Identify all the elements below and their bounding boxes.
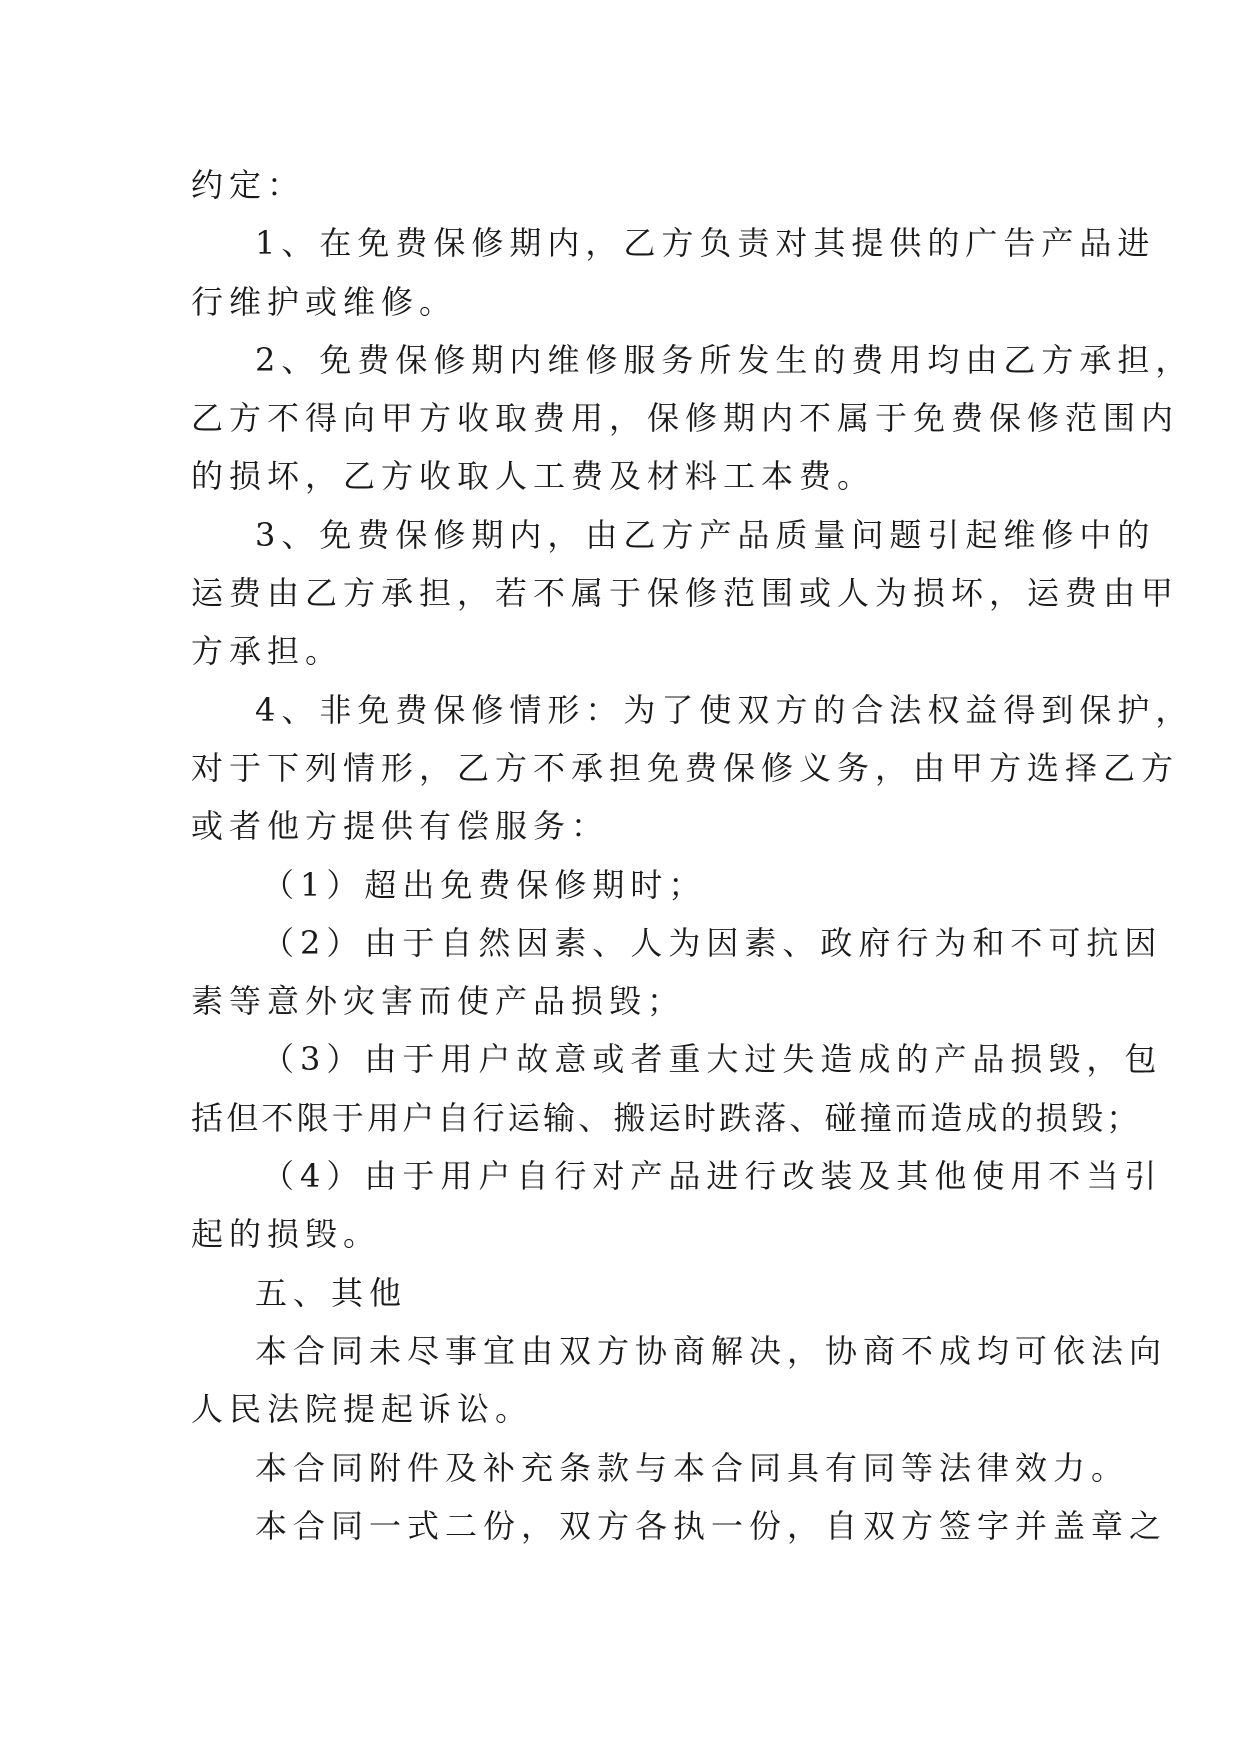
paragraph-line: 行维护或维修。 — [191, 282, 458, 321]
list-item-line: 括但不限于用户自行运输、搬运时跌落、碰撞而造成的损毁； — [191, 1098, 1142, 1137]
paragraph-line: 本合同未尽事宜由双方协商解决，协商不成均可依法向 — [255, 1331, 1168, 1370]
list-item-line: 起的损毁。 — [191, 1215, 382, 1254]
paragraph-line: 乙方不得向甲方收取费用，保修期内不属于免费保修范围内 — [191, 399, 1180, 438]
paragraph-line: 或者他方提供有偿服务： — [191, 807, 610, 846]
section-heading: 五、其他 — [255, 1273, 408, 1312]
paragraph-line: 人民法院提起诉讼。 — [191, 1390, 534, 1429]
paragraph-line: 1、在免费保修期内，乙方负责对其提供的广告产品进 — [255, 224, 1156, 263]
list-item-line: （3）由于用户故意或者重大过失造成的产品损毁，包 — [262, 1040, 1163, 1079]
paragraph-line: 约定： — [191, 166, 306, 204]
paragraph-line: 运费由乙方承担，若不属于保修范围或人为损坏，运费由甲 — [191, 574, 1180, 613]
paragraph-line: 本合同一式二份，双方各执一份，自双方签字并盖章之 — [255, 1506, 1168, 1545]
list-item-line: （2）由于自然因素、人为因素、政府行为和不可抗因 — [262, 923, 1163, 962]
paragraph-line: 3、免费保修期内，由乙方产品质量问题引起维修中的 — [255, 515, 1156, 554]
list-item-line: （4）由于用户自行对产品进行改装及其他使用不当引 — [262, 1157, 1163, 1196]
document-body — [191, 156, 1194, 1555]
paragraph-line: 方承担。 — [191, 632, 344, 671]
list-item-line: 素等意外灾害而使产品损毁； — [191, 982, 686, 1021]
paragraph-line: 4、非免费保修情形：为了使双方的合法权益得到保护， — [255, 690, 1194, 729]
paragraph-line: 本合同附件及补充条款与本合同具有同等法律效力。 — [255, 1448, 1130, 1487]
list-item-line: （1）超出免费保修期时； — [262, 865, 707, 904]
paragraph-line: 的损坏，乙方收取人工费及材料工本费。 — [191, 457, 876, 496]
paragraph-line: 2、免费保修期内维修服务所发生的费用均由乙方承担， — [255, 340, 1194, 379]
paragraph-line: 对于下列情形，乙方不承担免费保修义务，由甲方选择乙方 — [191, 748, 1180, 787]
